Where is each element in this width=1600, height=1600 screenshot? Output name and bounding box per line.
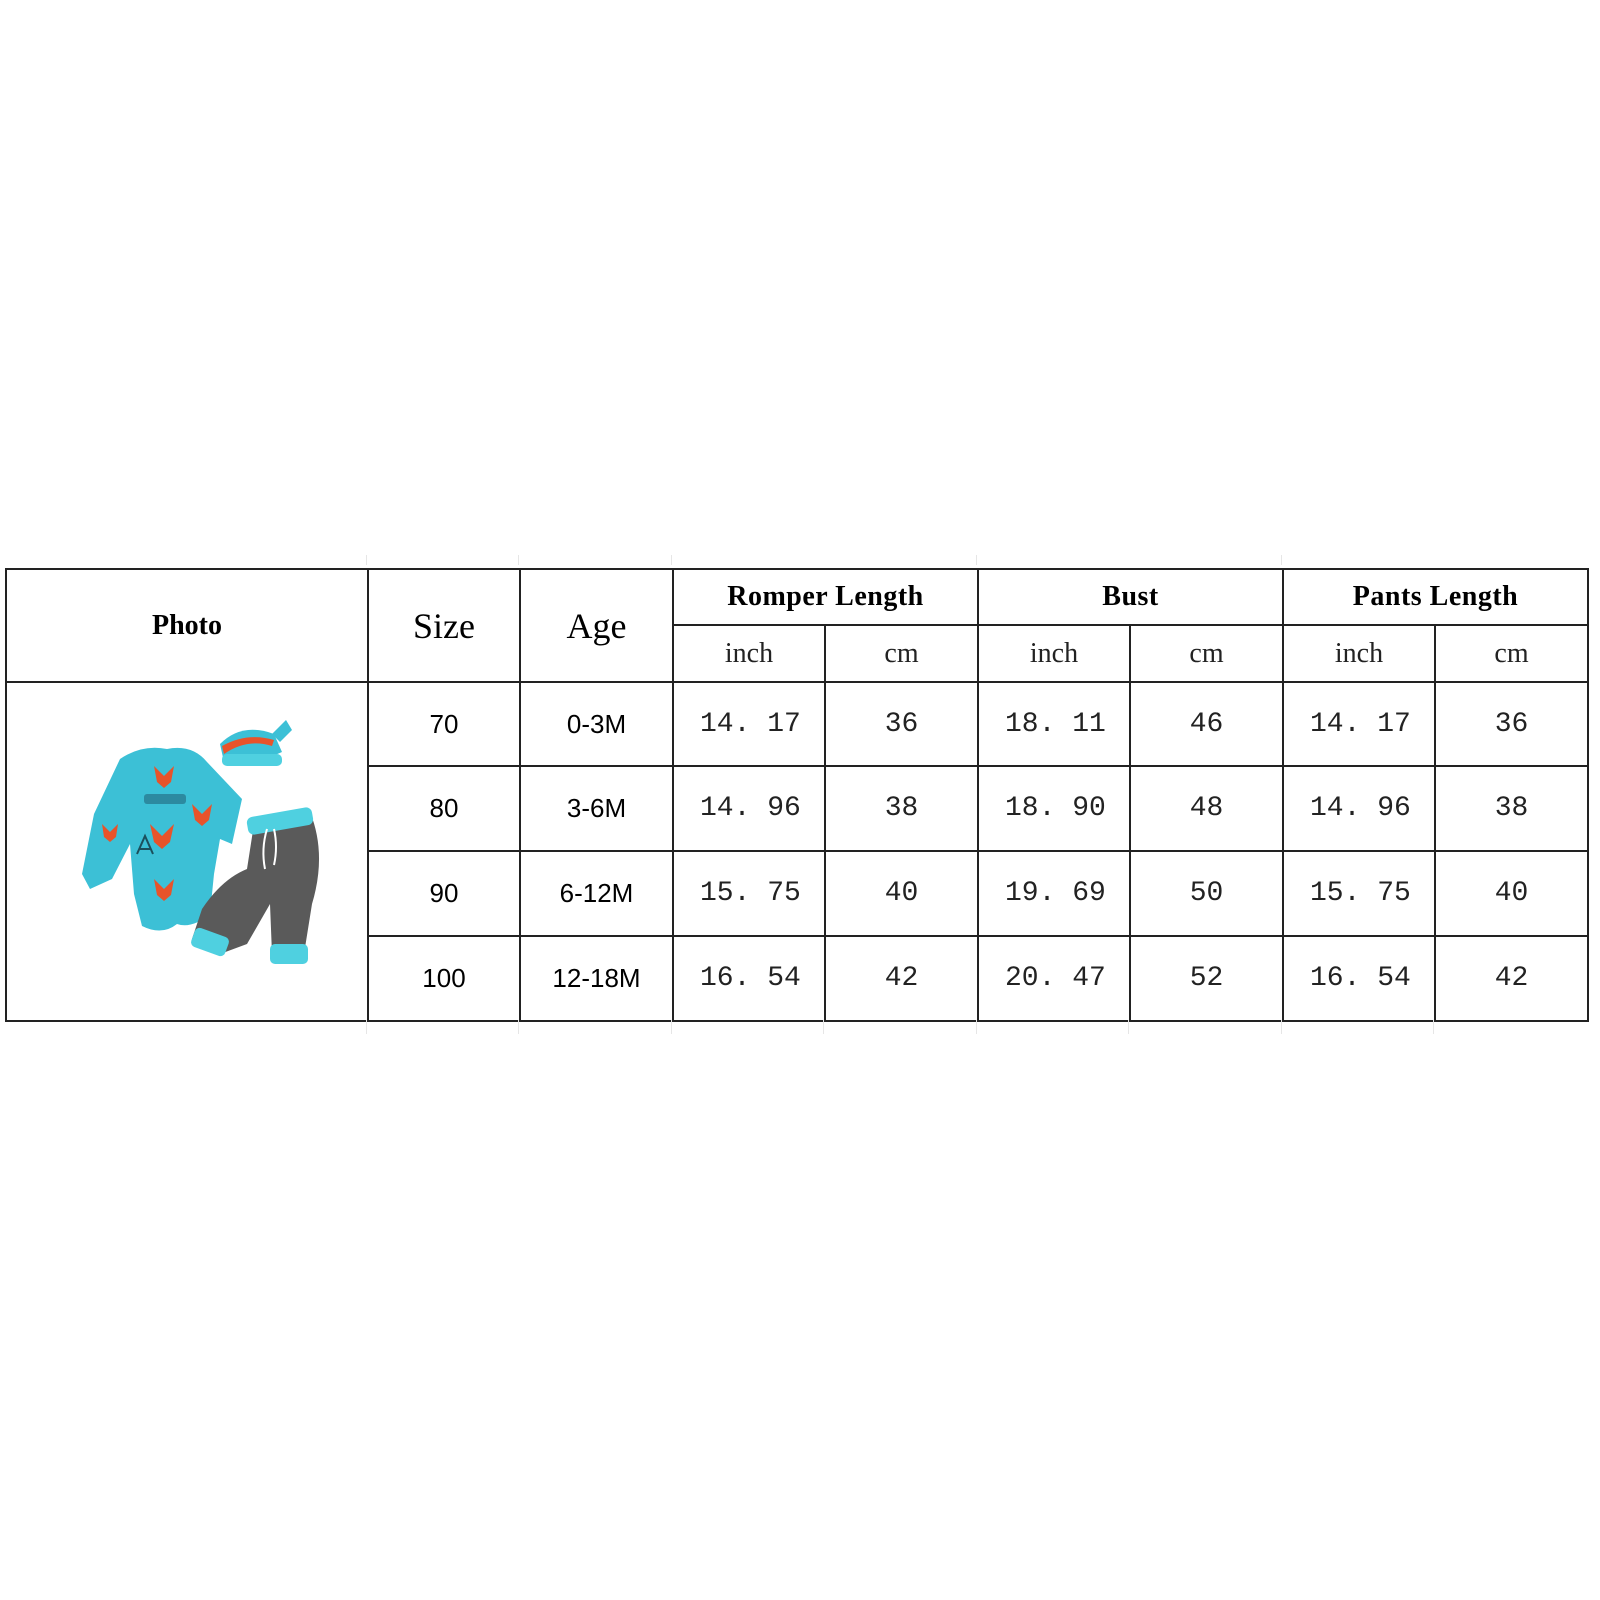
unit-bust-cm: cm xyxy=(1130,625,1283,682)
header-bust: Bust xyxy=(978,569,1283,625)
cell-pants-inch: 15. 75 xyxy=(1283,851,1435,936)
cell-age: 3-6M xyxy=(520,766,673,851)
unit-romper-inch: inch xyxy=(673,625,825,682)
table-row xyxy=(6,682,1588,766)
unit-romper-cm: cm xyxy=(825,625,978,682)
cell-bust-inch: 18. 90 xyxy=(978,766,1130,851)
cell-bust-inch: 20. 47 xyxy=(978,936,1130,1021)
header-age: Age xyxy=(520,569,673,682)
cell-pants-cm: 38 xyxy=(1435,766,1588,851)
size-chart-table xyxy=(5,568,1589,1022)
cell-romper-cm: 42 xyxy=(825,936,978,1021)
unit-bust-inch: inch xyxy=(978,625,1130,682)
cell-romper-cm: 38 xyxy=(825,766,978,851)
cell-size: 80 xyxy=(368,766,520,851)
cell-pants-cm: 42 xyxy=(1435,936,1588,1021)
cell-size: 100 xyxy=(368,936,520,1021)
cell-bust-cm: 46 xyxy=(1130,682,1283,766)
cell-age: 12-18M xyxy=(520,936,673,1021)
cell-pants-inch: 14. 96 xyxy=(1283,766,1435,851)
cell-romper-inch: 16. 54 xyxy=(673,936,825,1021)
cell-romper-inch: 14. 96 xyxy=(673,766,825,851)
cell-pants-inch: 16. 54 xyxy=(1283,936,1435,1021)
header-size: Size xyxy=(368,569,520,682)
cell-size: 90 xyxy=(368,851,520,936)
cell-romper-inch: 14. 17 xyxy=(673,682,825,766)
cell-pants-cm: 40 xyxy=(1435,851,1588,936)
cell-bust-cm: 48 xyxy=(1130,766,1283,851)
cell-bust-inch: 18. 11 xyxy=(978,682,1130,766)
cell-bust-cm: 52 xyxy=(1130,936,1283,1021)
header-romper-length: Romper Length xyxy=(673,569,978,625)
cell-age: 6-12M xyxy=(520,851,673,936)
cell-pants-inch: 14. 17 xyxy=(1283,682,1435,766)
cell-age: 0-3M xyxy=(520,682,673,766)
cell-romper-cm: 36 xyxy=(825,682,978,766)
cell-bust-inch: 19. 69 xyxy=(978,851,1130,936)
unit-pants-cm: cm xyxy=(1435,625,1588,682)
cell-romper-inch: 15. 75 xyxy=(673,851,825,936)
header-pants-length: Pants Length xyxy=(1283,569,1588,625)
cell-pants-cm: 36 xyxy=(1435,682,1588,766)
unit-pants-inch: inch xyxy=(1283,625,1435,682)
cell-romper-cm: 40 xyxy=(825,851,978,936)
cell-size: 70 xyxy=(368,682,520,766)
product-photo xyxy=(6,682,368,1021)
baby-outfit-photo xyxy=(42,704,332,994)
cell-bust-cm: 50 xyxy=(1130,851,1283,936)
header-photo: Photo xyxy=(6,569,368,682)
